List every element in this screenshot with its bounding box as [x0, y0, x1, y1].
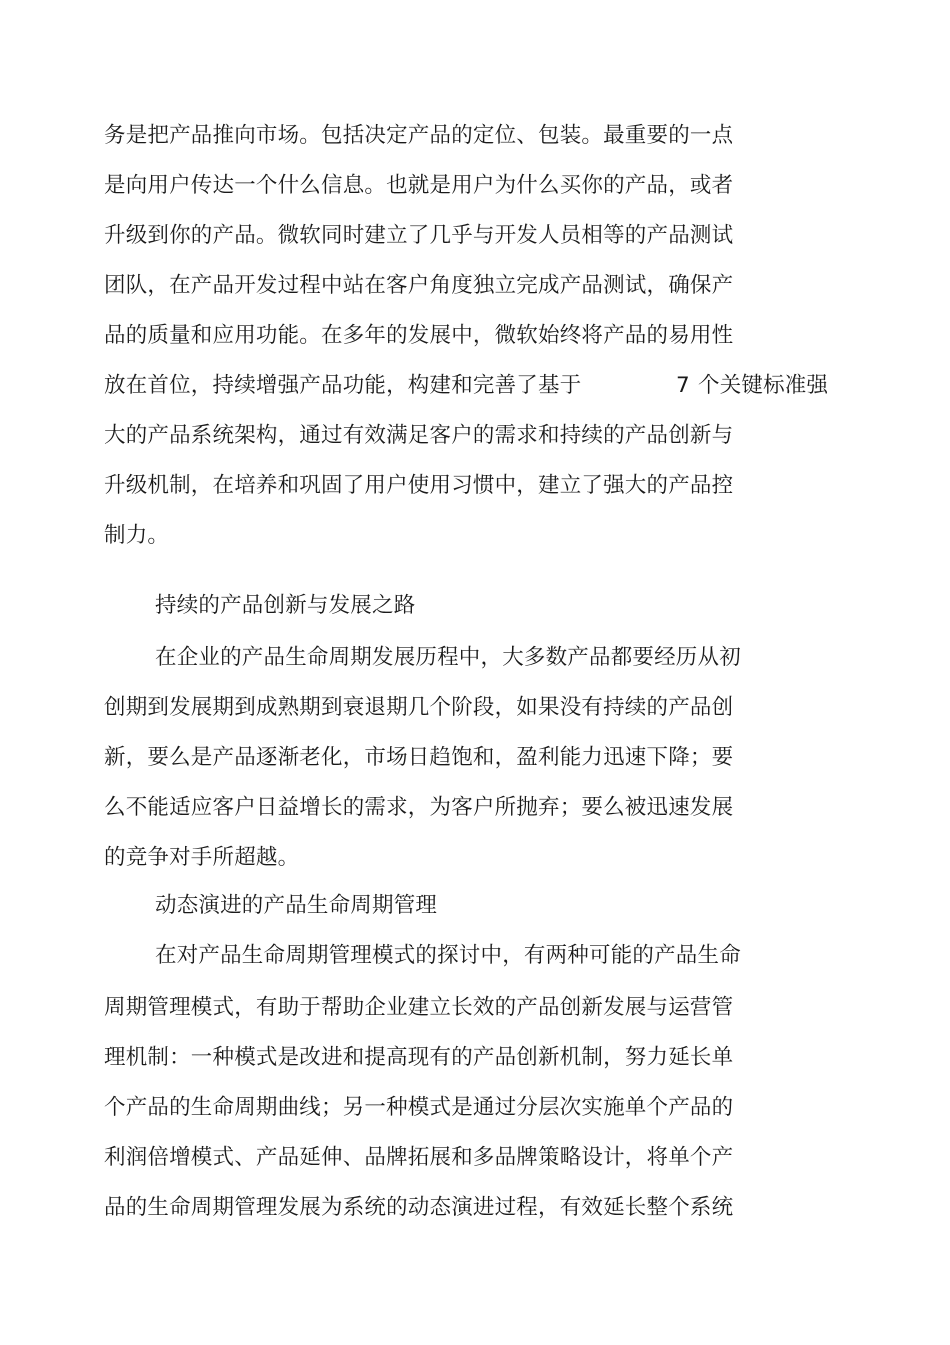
paragraph-line-with-number [104, 371, 829, 401]
paragraph-line-text: 放在首位，持续增强产品功能，构建和完善了基于 [104, 373, 582, 398]
paragraph-line: 团队，在产品开发过程中站在客户角度独立完成产品测试，确保产 [104, 273, 734, 298]
paragraph-line: 个产品的生命周期曲线；另一种模式是通过分层次实施单个产品的 [104, 1095, 734, 1120]
paragraph-line: 在对产品生命周期管理模式的探讨中，有两种可能的产品生命 [155, 943, 741, 968]
section-heading: 持续的产品创新与发展之路 [155, 593, 416, 618]
paragraph-line: 务是把产品推向市场。包括决定产品的定位、包装。最重要的一点 [104, 123, 734, 148]
paragraph-line: 在企业的产品生命周期发展历程中，大多数产品都要经历从初 [155, 645, 741, 670]
inline-number: 7 [676, 373, 690, 398]
paragraph-line: 升级机制，在培养和巩固了用户使用习惯中，建立了强大的产品控 [104, 473, 734, 498]
paragraph-line: 周期管理模式，有助于帮助企业建立长效的产品创新发展与运营管 [104, 995, 734, 1020]
paragraph-line: 品的质量和应用功能。在多年的发展中，微软始终将产品的易用性 [104, 323, 734, 348]
paragraph-line: 理机制：一种模式是改进和提高现有的产品创新机制，努力延长单 [104, 1045, 734, 1070]
paragraph-line-tail: 个关键标准强 [698, 373, 829, 398]
paragraph-line: 大的产品系统架构，通过有效满足客户的需求和持续的产品创新与 [104, 423, 734, 448]
paragraph-line: 制力。 [104, 523, 170, 548]
paragraph-line: 的竞争对手所超越。 [104, 845, 300, 870]
paragraph-line: 新，要么是产品逐渐老化，市场日趋饱和，盈利能力迅速下降；要 [104, 745, 734, 770]
paragraph-line: 是向用户传达一个什么信息。也就是用户为什么买你的产品，或者 [104, 173, 734, 198]
section-heading: 动态演进的产品生命周期管理 [155, 893, 438, 918]
paragraph-line: 品的生命周期管理发展为系统的动态演进过程，有效延长整个系统 [104, 1195, 734, 1220]
paragraph-line: 创期到发展期到成熟期到衰退期几个阶段，如果没有持续的产品创 [104, 695, 734, 720]
paragraph-line: 么不能适应客户日益增长的需求，为客户所抛弃；要么被迅速发展 [104, 795, 734, 820]
paragraph-line: 升级到你的产品。微软同时建立了几乎与开发人员相等的产品测试 [104, 223, 734, 248]
paragraph-line: 利润倍增模式、产品延伸、品牌拓展和多品牌策略设计，将单个产 [104, 1145, 734, 1170]
